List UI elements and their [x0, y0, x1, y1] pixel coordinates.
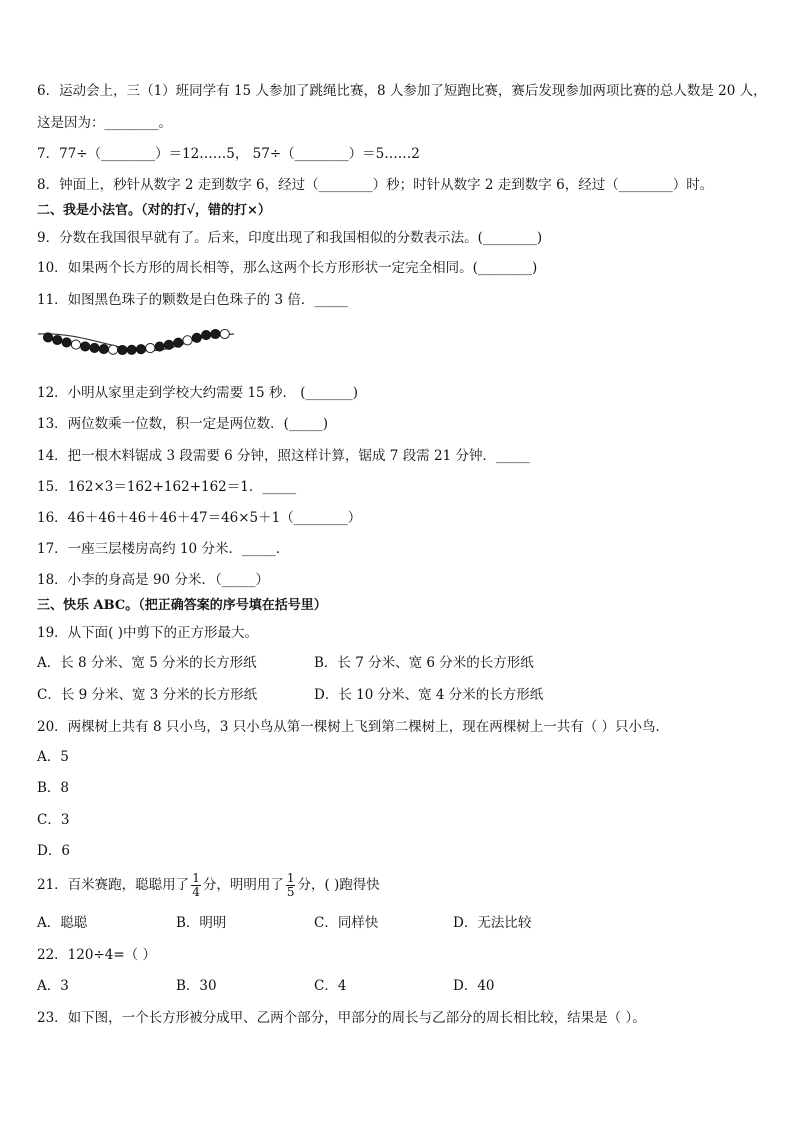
- question-21-stem: [37, 870, 380, 900]
- question-12: 12．小明从家里走到学校大约需要 15 秒． (_______): [37, 385, 359, 401]
- question-9: 9．分数在我国很早就有了。后来，印度出现了和我国相似的分数表示法。(________): [37, 230, 543, 246]
- bead-string-figure: [36, 328, 236, 368]
- question-20-option-c: C．3: [37, 812, 70, 828]
- question-20-option-d: D．6: [37, 843, 70, 859]
- question-6-line-2: 这是因为：________。: [37, 115, 172, 131]
- question-21-option-c: C．同样快: [314, 915, 379, 931]
- question-8: 8．钟面上，秒针从数字 2 走到数字 6，经过（________）秒；时针从数字 2 走到数字 6，经过（________）时。: [37, 177, 714, 193]
- black-bead: [90, 343, 99, 352]
- question-21-stem-part-2: 分，明明用了: [202, 877, 284, 893]
- black-bead: [118, 345, 127, 354]
- question-20-stem: 20．两棵树上共有 8 只小鸟，3 只小鸟从第一棵树上飞到第二棵树上，现在两棵树上一共有（ ）只小鸟．: [37, 719, 670, 735]
- fraction-denominator: 4: [192, 885, 200, 899]
- question-19-stem: 19．从下面( )中剪下的正方形最大。: [37, 625, 259, 641]
- question-19-option-d: D．长 10 分米、宽 4 分米的长方形纸: [314, 687, 544, 703]
- question-10: 10．如果两个长方形的周长相等，那么这两个长方形形状一定完全相同。(________): [37, 260, 538, 276]
- white-bead: [220, 329, 229, 338]
- question-17: 17．一座三层楼房高约 10 分米．_____．: [37, 541, 290, 557]
- black-bead: [81, 342, 90, 351]
- black-bead: [127, 345, 136, 354]
- black-bead: [62, 338, 71, 347]
- question-14: 14．把一根木料锯成 3 段需要 6 分钟，照这样计算，锯成 7 段需 21 分钟．_____: [37, 448, 530, 464]
- section-3-heading: 三、快乐 ABC。（把正确答案的序号填在括号里）: [37, 598, 327, 613]
- question-19-option-a: A．长 8 分米、宽 5 分米的长方形纸: [37, 655, 257, 671]
- black-bead: [164, 340, 173, 349]
- black-bead: [211, 329, 220, 338]
- white-bead: [183, 336, 192, 345]
- question-21-stem-part-3: 分，( )跑得快: [297, 877, 380, 893]
- question-16: 16．46＋46＋46＋46＋47＝46×5＋1（________）: [37, 510, 362, 526]
- question-19-option-c: C．长 9 分米、宽 3 分米的长方形纸: [37, 687, 258, 703]
- question-20-option-a: A．5: [37, 749, 69, 765]
- fraction-one-fifth: [286, 872, 296, 899]
- question-22-option-d: D．40: [453, 978, 495, 994]
- white-bead: [109, 345, 118, 354]
- black-bead: [43, 333, 52, 342]
- question-21-stem-part-1: 21．百米赛跑，聪聪用了: [37, 877, 190, 893]
- question-22-option-c: C．4: [314, 978, 347, 994]
- question-15: 15．162×3＝162+162+162＝1．_____: [37, 479, 297, 495]
- black-bead: [155, 342, 164, 351]
- question-21-option-b: B．明明: [176, 915, 227, 931]
- question-22-option-a: A．3: [37, 978, 69, 994]
- black-bead: [192, 333, 201, 342]
- fraction-numerator: 1: [192, 871, 200, 885]
- question-18: 18．小李的身高是 90 分米．（_____）: [37, 572, 269, 588]
- question-22-stem: 22．120÷4=（ ）: [37, 947, 156, 963]
- black-bead: [99, 345, 108, 354]
- question-21-option-d: D．无法比较: [453, 915, 532, 931]
- white-bead: [146, 344, 155, 353]
- black-bead: [136, 345, 145, 354]
- section-2-heading: 二、我是小法官。（对的打√，错的打×）: [37, 203, 271, 218]
- fraction-denominator: 5: [286, 885, 295, 899]
- question-7: 7．77÷（________）＝12……5， 57÷（________）＝5……2: [37, 146, 420, 162]
- question-22-option-b: B．30: [176, 978, 217, 994]
- question-20-option-b: B．8: [37, 780, 70, 796]
- question-21-option-a: A．聪聪: [37, 915, 88, 931]
- fraction-one-quarter: [191, 872, 201, 899]
- question-11: 11．如图黑色珠子的颗数是白色珠子的 3 倍．_____: [37, 292, 349, 308]
- black-bead: [202, 331, 211, 340]
- question-13: 13．两位数乘一位数，积一定是两位数．(_____): [37, 416, 328, 432]
- question-23: 23．如下图，一个长方形被分成甲、乙两个部分，甲部分的周长与乙部分的周长相比较，结果是（ ）。: [37, 1010, 646, 1026]
- bead-group: [43, 329, 229, 354]
- question-19-option-b: B．长 7 分米、宽 6 分米的长方形纸: [314, 655, 534, 671]
- white-bead: [71, 340, 80, 349]
- black-bead: [174, 338, 183, 347]
- question-6-line-1: 6．运动会上，三（1）班同学有 15 人参加了跳绳比赛，8 人参加了短跑比赛，赛后发现参加两项比赛的总人数是 20 人，: [37, 83, 767, 99]
- fraction-numerator: 1: [286, 871, 295, 885]
- black-bead: [53, 335, 62, 344]
